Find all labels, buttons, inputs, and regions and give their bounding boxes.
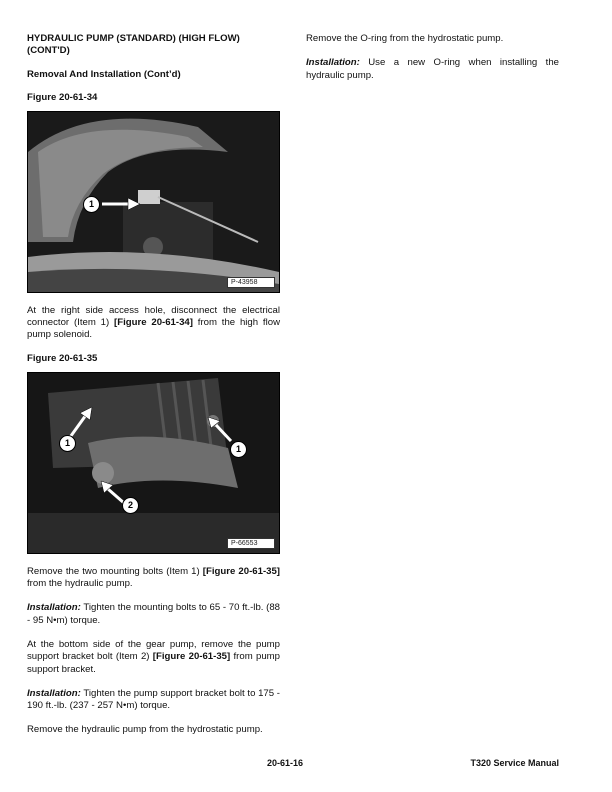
figure1-photo (27, 111, 280, 293)
section-title-line1: HYDRAULIC PUMP (STANDARD) (HIGH FLOW) (27, 33, 240, 44)
para5-installation-label: Installation: (27, 687, 81, 699)
para4-text-a: At the bottom side of the gear pump, remove the pump support bracket bolt (Item 2) (27, 638, 280, 663)
para2-figure-ref: [Figure 20-61-35] (202, 565, 281, 577)
paragraph-installation-bracket-bolt (27, 688, 280, 713)
right-column (306, 33, 559, 82)
figure1-label: Figure 20-61-34 (27, 92, 98, 104)
paragraph-remove-oring: Remove the O-ring from the hydrostatic pump. (306, 33, 504, 44)
paragraph-installation-oring (306, 57, 559, 82)
para4-figure-ref: [Figure 20-61-35] (152, 651, 231, 663)
paragraph-remove-mounting-bolts (27, 566, 280, 591)
para5-text: Tighten the pump support bracket bolt to 175 - 190 ft.-lb. (237 - 257 N•m) torque. (27, 687, 280, 712)
section-subtitle: Removal And Installation (Cont’d) (27, 69, 181, 80)
section-title-line2: (CONT'D) (27, 45, 70, 56)
para4-text-b: from pump support bracket. (27, 651, 280, 675)
para1-text-a: At the right side access hole, disconnect the electrical connector (Item 1) (27, 304, 280, 328)
para2-text-b: from the hydraulic pump. (27, 578, 133, 590)
paragraph-remove-bracket-bolt (27, 639, 280, 676)
left-column (27, 33, 280, 737)
para3-installation-label: Installation: (27, 602, 81, 614)
figure2-photo-id: P-66553 (227, 538, 275, 549)
para1-figure-ref: [Figure 20-61-34] (114, 316, 193, 328)
para3-text: Tighten the mounting bolts to 65 - 70 ft.-lb. (88 - 95 N•m) torque. (27, 602, 280, 626)
paragraph-disconnect-connector (27, 305, 280, 342)
figure2-callout-item1-right: 1 (230, 441, 247, 458)
right-installation-text: Use a new O-ring when installing the hydraulic pump. (306, 57, 559, 81)
para2-text-a: Remove the two mounting bolts (Item 1) (27, 565, 203, 577)
footer-manual-title: T320 Service Manual (470, 758, 559, 768)
figure2-photo (27, 372, 280, 554)
para1-text-b: from the high flow pump solenoid. (27, 316, 280, 341)
figure2-callout-item2: 2 (122, 497, 139, 514)
figure2-label: Figure 20-61-35 (27, 353, 98, 365)
section-title (27, 33, 280, 57)
right-installation-label: Installation: (306, 57, 360, 69)
paragraph-installation-bolts (27, 602, 280, 627)
paragraph-remove-hydraulic-pump: Remove the hydraulic pump from the hydrostatic pump. (27, 724, 263, 736)
figure1-callout-item1: 1 (83, 196, 100, 213)
footer-page-number: 20-61-16 (267, 758, 304, 768)
figure1-photo-id: P-43958 (227, 277, 275, 288)
figure2-callout-item1-left: 1 (59, 435, 76, 452)
